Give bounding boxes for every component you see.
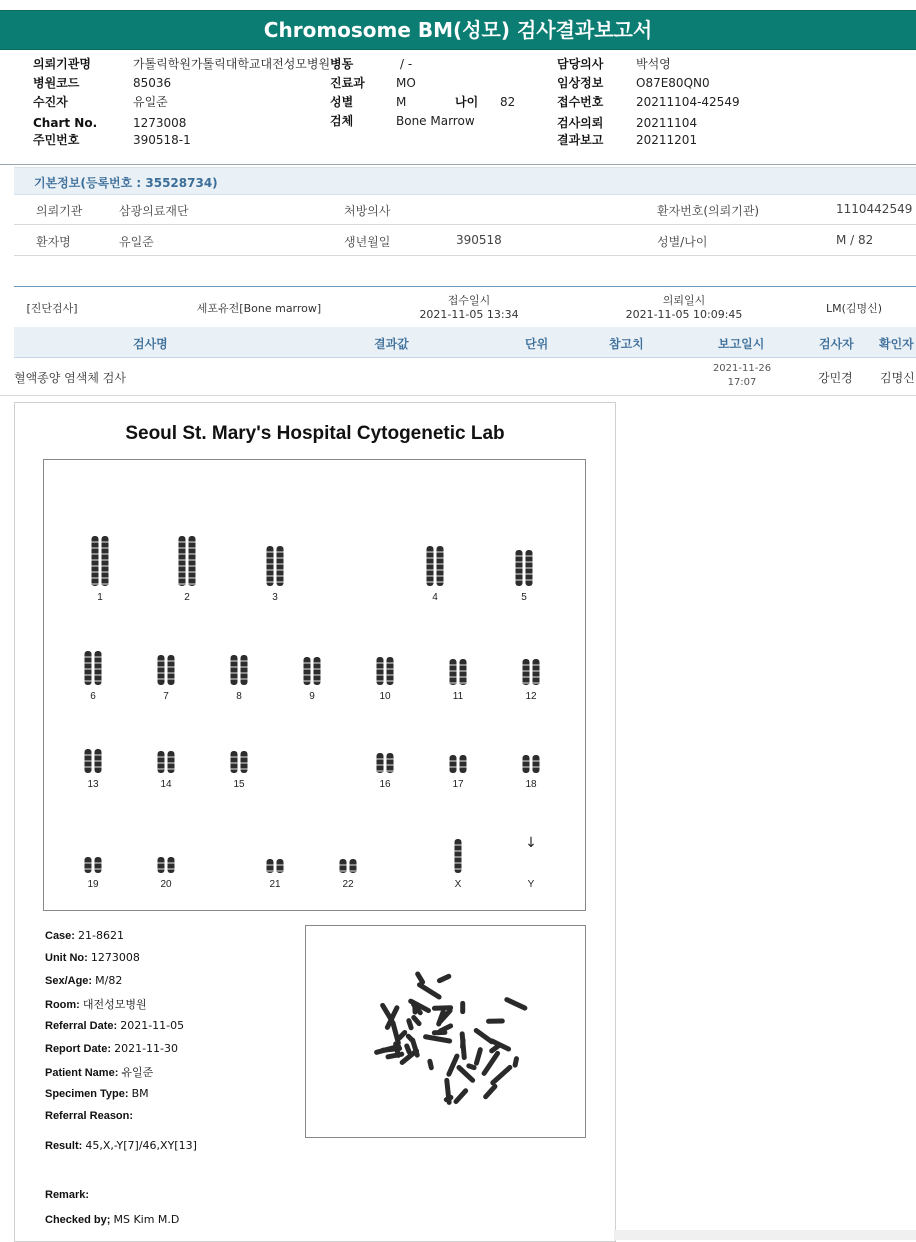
sexage-line <box>45 974 122 987</box>
referral-date-value: 2021-11-05 <box>120 1019 185 1032</box>
sex-value: M <box>396 95 407 109</box>
chromosome-label: 17 <box>452 779 464 790</box>
chromosome-pair-20 <box>158 857 175 890</box>
chromosome-pair-14 <box>158 751 175 790</box>
chromosome-label: 4 <box>432 592 438 603</box>
karyotype-figure <box>43 459 586 911</box>
chromosome-label: 2 <box>184 592 190 603</box>
col-tester: 검사자 <box>819 337 854 351</box>
referral-date-line <box>45 1019 184 1032</box>
dept-value: MO <box>396 76 416 90</box>
chromosome-pair-13 <box>85 749 102 790</box>
chromosome-pair-6 <box>85 651 102 702</box>
row-report-time: 17:07 <box>727 377 757 388</box>
unit-label: Unit No: <box>45 952 88 964</box>
hosp-code-label: 병원코드 <box>33 76 80 90</box>
chromosome-pair-8 <box>231 655 248 702</box>
metaphase-chromosome <box>427 1058 434 1070</box>
row-report-date: 2021-11-26 <box>712 363 772 374</box>
report-title: Chromosome BM(성모) 검사결과보고서 <box>0 10 916 50</box>
col-reference: 참고치 <box>609 337 644 351</box>
specimen-value: Bone Marrow <box>396 114 475 128</box>
dob-val: 390518 <box>456 233 502 247</box>
chromosome-pair-15 <box>231 751 248 790</box>
referral-date-label: Referral Date: <box>45 1020 118 1032</box>
metaphase-chromosome <box>385 1051 405 1060</box>
sexage-label: Sex/Age: <box>45 975 93 987</box>
metaphase-chromosome <box>452 1087 469 1105</box>
clinical-value: O87E80QN0 <box>636 76 710 90</box>
row-test-name: 혈액종양 염색체 검사 <box>14 371 126 385</box>
metaphase-chromosome <box>412 1003 417 1015</box>
dept-label: 진료과 <box>330 76 365 90</box>
specimen-label: 검체 <box>330 114 354 128</box>
chromosome-label: 14 <box>160 779 172 790</box>
metaphase-chromosome <box>512 1056 519 1068</box>
case-value: 21-8621 <box>78 929 124 942</box>
receipt-value: 20211104-42549 <box>636 95 740 109</box>
chromosome-pair-18 <box>523 755 540 790</box>
case-label: Case: <box>45 930 75 942</box>
chromosome-label: 13 <box>87 779 99 790</box>
chromosome-pair-9 <box>304 657 321 702</box>
chromosome-pair-3 <box>267 546 284 603</box>
chromosome-label: 7 <box>163 691 169 702</box>
ext-patient-no-val: 1110442549 <box>836 202 913 216</box>
chromosome-pair-10 <box>377 657 394 702</box>
chromosome-label: 20 <box>160 879 172 890</box>
report-date-value-lab: 2021-11-30 <box>114 1042 179 1055</box>
room-label: Room: <box>45 999 80 1011</box>
svg-text:↓: ↓ <box>525 835 537 851</box>
chromosome-label: 9 <box>309 691 315 702</box>
patient-name-value: 유일준 <box>121 1066 154 1079</box>
ext-patient-no-key: 환자번호(의뢰기관) <box>657 204 760 218</box>
chromosome-pair-4 <box>427 546 444 603</box>
remark-line <box>45 1189 89 1201</box>
patient-value: 유일준 <box>133 95 168 109</box>
remark-label: Remark: <box>45 1189 90 1201</box>
room-line <box>45 996 147 1012</box>
metaphase-chromosome <box>432 1030 448 1036</box>
chromosome-label: 18 <box>525 779 537 790</box>
request-category: [진단검사] <box>26 302 78 315</box>
metaphase-chromosome <box>503 996 528 1011</box>
room-value: 대전성모병원 <box>82 998 147 1011</box>
doctor-label: 담당의사 <box>557 57 604 71</box>
chromosome-label: 11 <box>452 691 464 702</box>
request-test: 세포유전[Bone marrow] <box>196 302 322 315</box>
basic-info-row-2 <box>14 225 916 256</box>
requested-label: 의뢰일시 <box>662 294 706 307</box>
chromosome-pair-12 <box>523 659 540 702</box>
clinical-label: 임상정보 <box>557 76 604 90</box>
metaphase-chromosome <box>473 1047 483 1067</box>
req-date-value: 20211104 <box>636 116 698 130</box>
patient-name-line <box>45 1064 153 1080</box>
patient-name-label: Patient Name: <box>45 1067 119 1079</box>
chromosome-pair-21 <box>267 859 284 890</box>
metaphase-chromosome <box>486 1019 505 1024</box>
rrn-label: 주민번호 <box>33 133 80 147</box>
age-label: 나이 <box>455 95 479 109</box>
lab-name: LM(김명신) <box>825 302 883 315</box>
chromosome-label: Y <box>527 879 535 890</box>
chromosome-label: 5 <box>521 592 527 603</box>
metaphase-chromosome <box>489 1064 513 1086</box>
org-value: 가톨릭학원가톨릭대학교대전성모병원 <box>133 57 331 71</box>
result-table-header <box>14 327 916 358</box>
metaphase-chromosome <box>423 1034 453 1044</box>
col-report-date: 보고일시 <box>718 337 765 351</box>
specimen-type-label: Specimen Type: <box>45 1088 129 1100</box>
unit-value: 1273008 <box>90 951 140 964</box>
chromosome-pair-11 <box>450 659 467 702</box>
specimen-line <box>45 1087 149 1100</box>
checked-label: Checked by; <box>45 1214 111 1226</box>
metaphase-spread-image <box>305 925 586 1138</box>
col-test-name: 검사명 <box>133 337 168 351</box>
sexage-val: M / 82 <box>836 233 874 247</box>
org-key: 의뢰기관 <box>36 204 83 218</box>
chromosome-label: 22 <box>342 879 354 890</box>
age-value: 82 <box>500 95 516 109</box>
result-label: Result: <box>45 1140 83 1152</box>
basic-info-row-1 <box>14 194 916 225</box>
chromosome-label: 16 <box>379 779 391 790</box>
metaphase-chromosome <box>482 1083 498 1100</box>
name-key: 환자명 <box>36 235 71 249</box>
chromosome-label: 3 <box>272 592 278 603</box>
bottom-strip <box>614 1230 916 1240</box>
ward-value: / - <box>400 57 413 71</box>
col-checker: 확인자 <box>879 337 914 351</box>
referral-reason-label: Referral Reason: <box>45 1110 134 1122</box>
chromosome-pair-19 <box>85 857 102 890</box>
specimen-type-value: BM <box>131 1087 149 1100</box>
result-value: 45,X,-Y[7]/46,XY[13] <box>85 1139 197 1152</box>
chromosome-pair-17 <box>450 755 467 790</box>
org-label: 의뢰기관명 <box>33 57 91 71</box>
dob-key: 생년월일 <box>344 235 391 249</box>
report-date-label: 결과보고 <box>557 133 604 147</box>
metaphase-chromosome <box>460 1038 466 1050</box>
metaphase-chromosome <box>436 973 452 984</box>
unit-line <box>45 951 140 964</box>
col-result: 결과값 <box>374 337 409 351</box>
doctor-value: 박석영 <box>636 57 671 71</box>
metaphase-chromosome <box>460 1001 465 1014</box>
chart-value: 1273008 <box>133 116 187 130</box>
karyotype-chromosomes <box>44 460 585 910</box>
result-line <box>45 1139 197 1152</box>
result-table-row[interactable] <box>0 358 916 396</box>
chromosome-label: 12 <box>525 691 537 702</box>
chromosome-pair-5 <box>516 550 533 603</box>
chromosome-label: 15 <box>233 779 245 790</box>
chromosome-label: 10 <box>379 691 391 702</box>
report-date-line <box>45 1042 178 1055</box>
rrn-value: 390518-1 <box>133 133 191 147</box>
chromosome-pair-22 <box>340 859 357 890</box>
metaphase-chromosomes <box>306 926 585 1137</box>
metaphase-chromosome <box>416 981 443 1000</box>
received-label: 접수일시 <box>447 294 491 307</box>
metaphase-chromosome <box>390 1020 401 1046</box>
chromosome-pair-Y <box>525 835 537 890</box>
hosp-code-value: 85036 <box>133 76 172 90</box>
name-val: 유일준 <box>119 235 154 249</box>
chromosome-label: 1 <box>97 592 103 603</box>
row-checker: 김명신 <box>880 371 915 385</box>
chromosome-label: 8 <box>236 691 242 702</box>
sex-label: 성별 <box>330 95 354 109</box>
receipt-label: 접수번호 <box>557 95 604 109</box>
chromosome-pair-2 <box>179 536 196 603</box>
request-row <box>14 286 916 327</box>
col-unit: 단위 <box>525 337 549 351</box>
sexage-key: 성별/나이 <box>657 235 708 249</box>
lab-title: Seoul St. Mary's Hospital Cytogenetic Lab <box>125 423 505 444</box>
checked-line <box>45 1213 179 1226</box>
case-line <box>45 929 124 942</box>
checked-value: MS Kim M.D <box>113 1213 180 1226</box>
header-divider <box>0 164 916 165</box>
chromosome-label: 6 <box>90 691 96 702</box>
patient-label: 수진자 <box>33 95 68 109</box>
chromosome-label: 19 <box>87 879 99 890</box>
row-tester: 강민경 <box>818 371 853 385</box>
chart-label: Chart No. <box>33 116 98 130</box>
report-date-label-lab: Report Date: <box>45 1043 112 1055</box>
chromosome-pair-1 <box>92 536 109 603</box>
org-val: 삼광의료재단 <box>119 204 189 218</box>
referral-reason-line <box>45 1110 133 1122</box>
requested-value: 2021-11-05 10:09:45 <box>625 308 743 321</box>
chromosome-pair-X <box>455 839 462 890</box>
req-date-label: 검사의뢰 <box>557 116 604 130</box>
sexage-value: M/82 <box>95 974 123 987</box>
prescriber-key: 처방의사 <box>344 204 391 218</box>
chromosome-label: X <box>454 879 462 890</box>
chromosome-pair-16 <box>377 753 394 790</box>
report-date-value: 20211201 <box>636 133 698 147</box>
lab-report-image <box>14 402 616 1242</box>
metaphase-chromosome <box>446 1053 461 1078</box>
chromosome-pair-7 <box>158 655 175 702</box>
basic-info-heading: 기본정보(등록번호 : 35528734) <box>34 176 218 190</box>
ward-label: 병동 <box>330 57 354 71</box>
metaphase-chromosome <box>473 1027 495 1045</box>
chromosome-label: 21 <box>269 879 281 890</box>
received-value: 2021-11-05 13:34 <box>419 308 519 321</box>
metaphase-chromosome <box>481 1050 501 1077</box>
basic-info-bar <box>14 167 916 195</box>
